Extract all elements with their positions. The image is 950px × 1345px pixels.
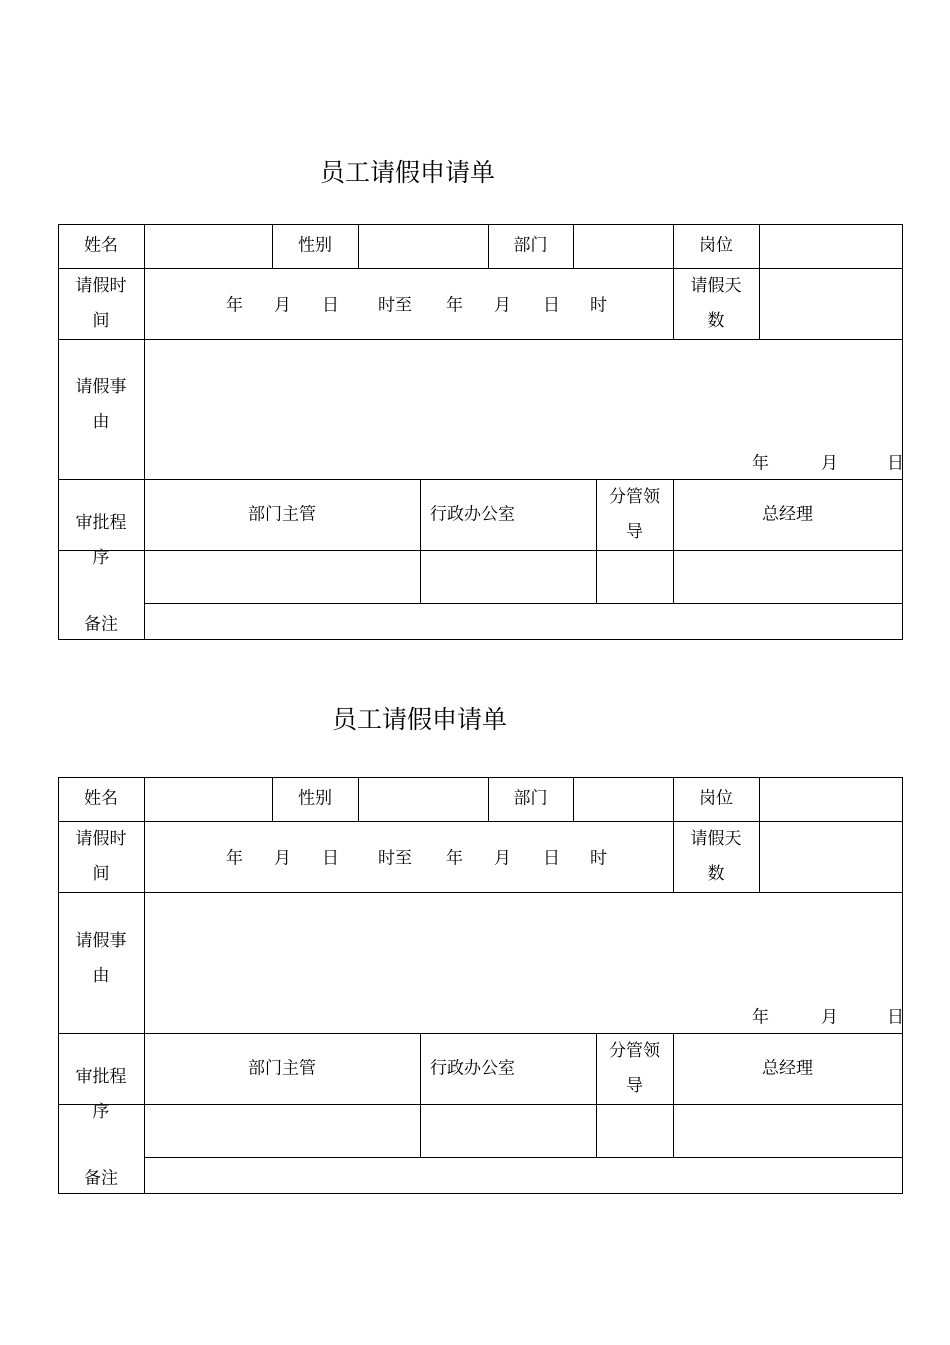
leader-header xyxy=(609,480,660,550)
leave-days-label-line: 请假天 xyxy=(690,275,742,296)
table-rule xyxy=(144,603,903,604)
general-manager-header-line: 总经理 xyxy=(762,504,813,524)
table-rule xyxy=(673,1033,674,1158)
table-rule xyxy=(902,777,903,1194)
reason-date-unit-line: 年 xyxy=(752,453,769,474)
time-range-unit xyxy=(494,841,511,876)
general-manager-sign-field[interactable] xyxy=(675,552,901,602)
position-label xyxy=(699,229,733,264)
table-rule xyxy=(58,1104,903,1105)
department-label-line: 部门 xyxy=(513,235,548,256)
table-rule xyxy=(58,479,903,480)
time-range-unit-line: 月 xyxy=(274,295,291,315)
reason-date-unit xyxy=(821,1001,838,1036)
remarks-label xyxy=(84,1162,118,1197)
time-range-unit xyxy=(226,841,243,876)
general-manager-header xyxy=(762,497,813,532)
table-rule xyxy=(673,777,674,822)
reason-date-unit xyxy=(752,447,769,482)
time-range-unit-line: 月 xyxy=(494,848,511,868)
table-rule xyxy=(488,777,489,822)
position-label-line: 岗位 xyxy=(699,235,733,256)
leave-days-label-line: 请假天 xyxy=(690,828,742,849)
leave-reason-label-line: 请假事 xyxy=(75,377,127,397)
table-rule xyxy=(902,224,903,640)
dept-supervisor-header-line: 部门主管 xyxy=(248,504,316,524)
table-rule xyxy=(144,224,145,640)
time-range-unit xyxy=(590,288,607,323)
remarks-label-line: 备注 xyxy=(84,1168,118,1189)
reason-date-unit xyxy=(887,1001,904,1036)
table-rule xyxy=(358,224,359,269)
admin-office-sign-field[interactable] xyxy=(422,552,595,602)
name-label-line: 姓名 xyxy=(84,235,118,256)
time-range-unit xyxy=(543,841,560,876)
time-range-unit-line: 日 xyxy=(543,295,560,315)
dept-supervisor-header-line: 部门主管 xyxy=(248,1058,316,1078)
table-rule xyxy=(58,1193,903,1194)
table-rule xyxy=(759,821,760,893)
reason-date-unit xyxy=(887,447,904,482)
leave-time-label xyxy=(76,269,127,339)
position-field[interactable] xyxy=(761,779,901,820)
dept-supervisor-header xyxy=(248,497,316,532)
gender-label xyxy=(298,229,332,264)
leader-sign-field[interactable] xyxy=(598,552,672,602)
general-manager-header-line: 总经理 xyxy=(762,1058,813,1078)
position-label-line: 岗位 xyxy=(699,788,733,809)
table-rule xyxy=(420,1033,421,1158)
table-rule xyxy=(272,224,273,269)
time-range-unit xyxy=(274,841,291,876)
table-rule xyxy=(58,821,903,822)
time-range-unit xyxy=(322,841,339,876)
table-rule xyxy=(58,892,903,893)
leave-form-table xyxy=(58,777,903,1194)
time-range-unit xyxy=(543,288,560,323)
leave-time-label-line: 间 xyxy=(92,310,110,331)
leave-time-label-line: 请假时 xyxy=(75,275,127,296)
time-range-unit-line: 月 xyxy=(274,848,291,868)
department-field[interactable] xyxy=(575,226,672,267)
reason-date-unit-line: 月 xyxy=(821,453,838,474)
leave-reason-label-line: 请假事 xyxy=(75,930,127,951)
table-rule xyxy=(596,479,597,604)
leave-reason-label xyxy=(76,924,127,994)
admin-office-header xyxy=(430,497,515,532)
table-rule xyxy=(58,777,59,1194)
table-rule xyxy=(759,224,760,269)
table-rule xyxy=(58,550,903,551)
time-range-unit-line: 时 xyxy=(590,848,607,868)
leader-header-line: 分管领 xyxy=(609,1040,660,1061)
table-rule xyxy=(272,777,273,822)
time-range-unit-line: 月 xyxy=(494,295,511,315)
leave-form-table xyxy=(58,224,903,640)
approval-label-line: 序 xyxy=(92,1102,110,1122)
table-rule xyxy=(759,268,760,340)
time-range-unit xyxy=(378,288,412,323)
approval-label-line: 审批程 xyxy=(75,1067,127,1087)
table-rule xyxy=(673,224,674,269)
admin-office-sign-field[interactable] xyxy=(422,1106,595,1156)
dept-supervisor-header xyxy=(248,1051,316,1086)
leave-days-label xyxy=(691,269,742,339)
time-range-unit xyxy=(378,841,412,876)
table-rule xyxy=(573,777,574,822)
approval-label-line: 序 xyxy=(92,548,110,568)
department-label xyxy=(514,782,548,817)
approval-label-line: 审批程 xyxy=(75,513,127,533)
name-label xyxy=(84,229,118,264)
time-range-unit xyxy=(446,288,463,323)
time-range-unit xyxy=(322,288,339,323)
table-rule xyxy=(673,821,674,893)
name-field[interactable] xyxy=(146,226,271,267)
leave-time-label xyxy=(76,822,127,892)
dept-supervisor-sign-field[interactable] xyxy=(146,1106,419,1156)
remarks-label xyxy=(84,608,118,643)
time-range-unit-line: 日 xyxy=(322,848,339,868)
leave-time-label-line: 间 xyxy=(92,863,110,884)
table-rule xyxy=(358,777,359,822)
name-label xyxy=(84,782,118,817)
reason-date-unit-line: 日 xyxy=(887,453,904,474)
reason-date-unit xyxy=(821,447,838,482)
reason-date-unit-line: 日 xyxy=(887,1007,904,1028)
admin-office-header-line: 行政办公室 xyxy=(430,504,515,524)
general-manager-header xyxy=(762,1051,813,1086)
table-rule xyxy=(58,339,903,340)
time-range-unit-line: 时至 xyxy=(378,295,412,315)
time-range-unit xyxy=(446,841,463,876)
table-rule xyxy=(58,224,903,225)
table-rule xyxy=(573,224,574,269)
general-manager-sign-field[interactable] xyxy=(675,1106,901,1156)
time-range-unit-line: 年 xyxy=(446,848,463,868)
gender-field[interactable] xyxy=(360,226,487,267)
time-range-unit-line: 年 xyxy=(226,295,243,315)
leave-reason-label xyxy=(76,370,127,440)
leave-days-label-line: 数 xyxy=(707,310,725,331)
reason-date-unit-line: 月 xyxy=(821,1007,838,1028)
table-rule xyxy=(144,777,145,1194)
position-label xyxy=(699,782,733,817)
leader-header-line: 导 xyxy=(626,1075,643,1096)
table-rule xyxy=(596,1033,597,1158)
table-rule xyxy=(58,1033,903,1034)
leave-days-field[interactable] xyxy=(761,823,901,891)
leave-days-label-line: 数 xyxy=(707,863,725,884)
remarks-label-line: 备注 xyxy=(84,614,118,635)
time-range-unit-line: 日 xyxy=(322,295,339,315)
leave-time-label-line: 请假时 xyxy=(75,828,127,849)
form-title: 员工请假申请单 xyxy=(332,705,508,734)
reason-date-unit xyxy=(752,1001,769,1036)
gender-field[interactable] xyxy=(360,779,487,820)
gender-label-line: 性别 xyxy=(298,235,332,256)
dept-supervisor-sign-field[interactable] xyxy=(146,552,419,602)
leader-header-line: 分管领 xyxy=(609,486,660,507)
leave-reason-label-line: 由 xyxy=(92,965,110,986)
remarks-field[interactable] xyxy=(146,605,901,638)
leader-header-line: 导 xyxy=(626,521,643,542)
table-rule xyxy=(759,777,760,822)
leave-days-field[interactable] xyxy=(761,270,901,338)
time-range-unit xyxy=(274,288,291,323)
leave-days-label xyxy=(691,822,742,892)
form-title: 员工请假申请单 xyxy=(320,158,496,187)
table-rule xyxy=(673,479,674,604)
table-rule xyxy=(420,479,421,604)
time-range-unit-line: 时至 xyxy=(378,848,412,868)
department-label xyxy=(514,229,548,264)
leader-sign-field[interactable] xyxy=(598,1106,672,1156)
leader-header xyxy=(609,1034,660,1104)
time-range-unit-line: 日 xyxy=(543,848,560,868)
gender-label-line: 性别 xyxy=(298,788,332,809)
position-field[interactable] xyxy=(761,226,901,267)
table-rule xyxy=(58,639,903,640)
table-rule xyxy=(58,224,59,640)
leave-reason-label-line: 由 xyxy=(92,412,110,432)
table-rule xyxy=(673,268,674,340)
admin-office-header-line: 行政办公室 xyxy=(430,1058,515,1078)
remarks-field[interactable] xyxy=(146,1159,901,1192)
table-rule xyxy=(488,224,489,269)
gender-label xyxy=(298,782,332,817)
table-rule xyxy=(58,777,903,778)
time-range-unit-line: 年 xyxy=(226,848,243,868)
table-rule xyxy=(58,268,903,269)
time-range-unit xyxy=(494,288,511,323)
approval-label xyxy=(76,1060,127,1130)
table-rule xyxy=(144,1157,903,1158)
approval-label xyxy=(76,506,127,576)
department-field[interactable] xyxy=(575,779,672,820)
time-range-unit xyxy=(226,288,243,323)
time-range-unit-line: 年 xyxy=(446,295,463,315)
name-label-line: 姓名 xyxy=(84,788,118,809)
name-field[interactable] xyxy=(146,779,271,820)
reason-date-unit-line: 年 xyxy=(752,1007,769,1028)
department-label-line: 部门 xyxy=(513,788,548,809)
time-range-unit xyxy=(590,841,607,876)
admin-office-header xyxy=(430,1051,515,1086)
time-range-unit-line: 时 xyxy=(590,295,607,315)
